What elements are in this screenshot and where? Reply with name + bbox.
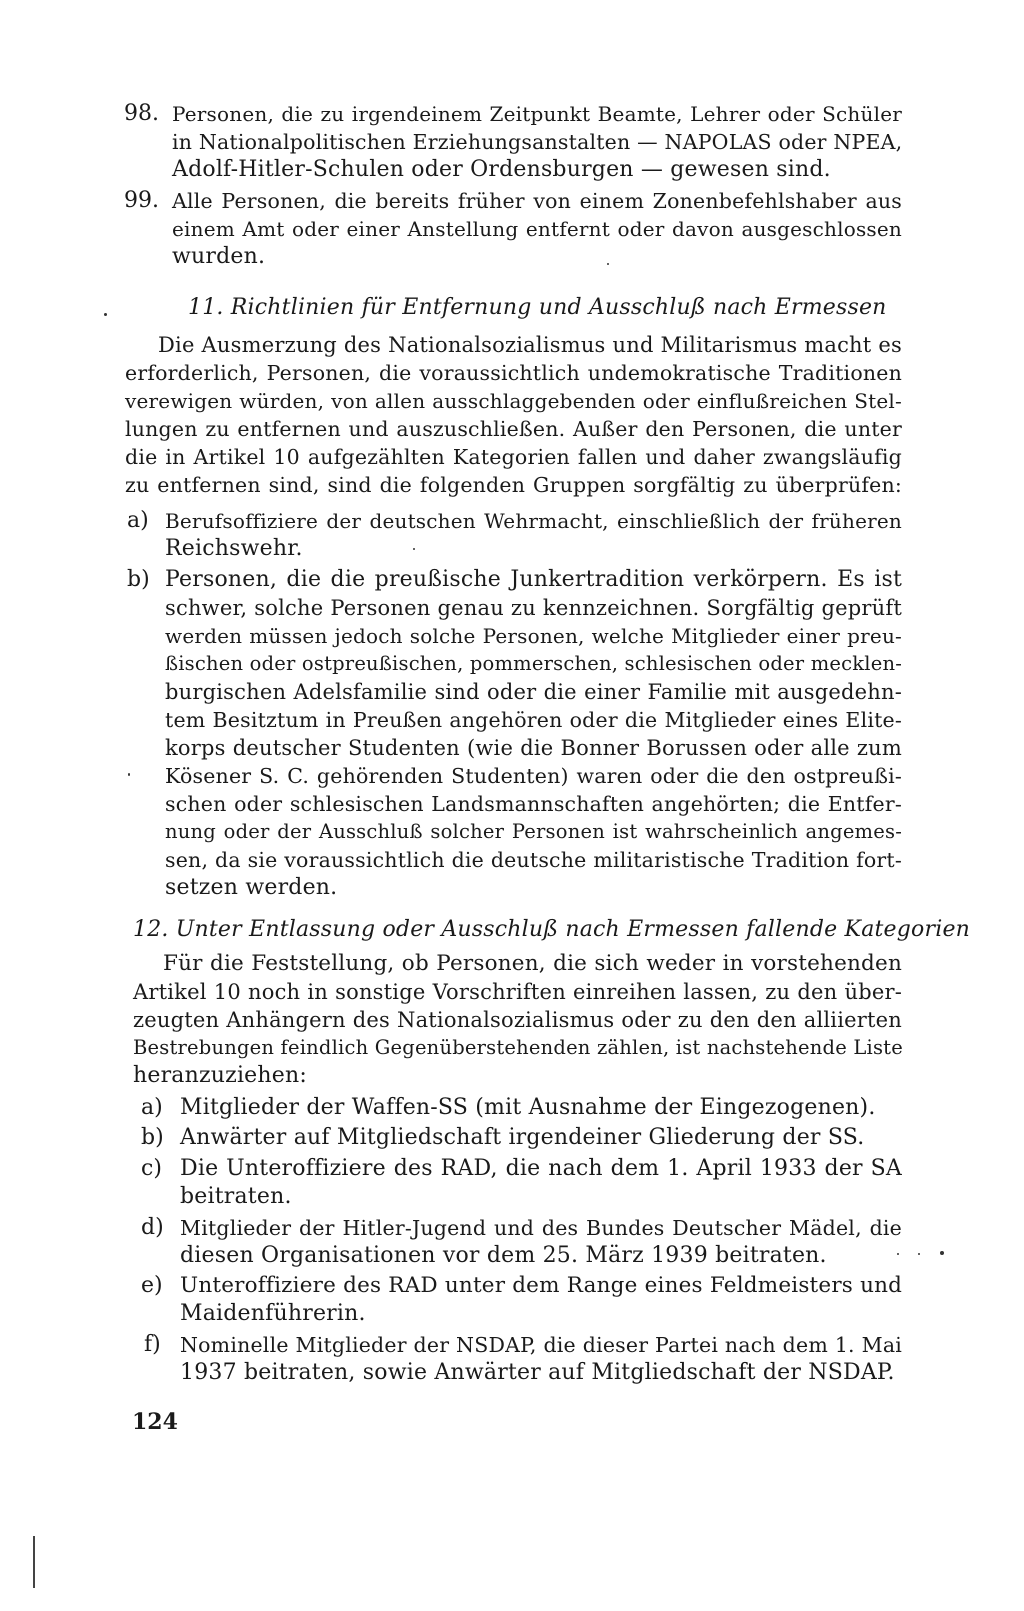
section-12-item-c-marker: c) [141,1156,162,1181]
section-11-item-b-line-5: burgischen Adelsfamilie sind oder die einer Familie mit ausgedehn- [165,680,902,704]
section-11-item-a-marker: a) [127,508,149,533]
section-11-item-b-line-2: schwer, solche Personen genau zu kennzeichnen. Sorgfältig geprüft [165,596,902,620]
item-98-line-1: Personen, die zu irgendeinem Zeitpunkt Beamte, Lehrer oder Schüler [172,102,902,126]
section-12-item-f-marker: f) [144,1332,161,1357]
section-11-item-a-line-1: Berufsoffiziere der deutschen Wehrmacht, einschließlich der früheren [165,509,902,533]
scan-speck [607,263,609,265]
section-11-item-b-line-6: tem Besitztum in Preußen angehören oder die Mitglieder eines Elite- [165,708,902,732]
section-11-intro-line-1: Die Ausmerzung des Nationalsozialismus und Militarismus macht es [158,333,902,357]
section-12-item-d-line-1: Mitglieder der Hitler-Jugend und des Bundes Deutscher Mädel, die [180,1216,902,1240]
section-12-intro-line-5: heranzuziehen: [133,1063,307,1088]
section-11-item-b-line-10: nung oder der Ausschluß solcher Personen ist wahrscheinlich angemes- [165,820,902,843]
item-98-marker: 98. [124,101,159,126]
section-11-item-b-line-4: ßischen oder ostpreußischen, pommerschen, schlesischen oder mecklen- [165,652,902,675]
section-12-item-a-line-1: Mitglieder der Waffen-SS (mit Ausnahme der Eingezogenen). [180,1095,876,1120]
section-11-intro-line-2: erforderlich, Personen, die voraussichtlich undemokratische Traditionen [125,361,902,385]
item-99-line-3: wurden. [172,244,266,269]
scan-edge-mark [33,1536,35,1588]
section-12-item-c-line-1: Die Unteroffiziere des RAD, die nach dem 1. April 1933 der SA [180,1156,902,1181]
section-11-item-b-line-9: schen oder schlesischen Landsmannschaften angehörten; die Entfer- [165,792,902,816]
item-99-line-2: einem Amt oder einer Anstellung entfernt oder davon ausgeschlossen [172,217,902,241]
section-12-item-e-line-2: Maidenführerin. [180,1301,366,1326]
scan-speck [897,1253,899,1255]
section-12-item-f-line-1: Nominelle Mitglieder der NSDAP, die dieser Partei nach dem 1. Mai [180,1333,902,1357]
section-12-item-d-line-2: diesen Organisationen vor dem 25. März 1939 beitraten. [180,1243,827,1268]
section-12-item-b-line-1: Anwärter auf Mitgliedschaft irgendeiner Gliederung der SS. [180,1125,865,1150]
scan-speck [104,313,107,316]
section-11-item-b-marker: b) [127,567,150,592]
section-12-item-f-line-2: 1937 beitraten, sowie Anwärter auf Mitgliedschaft der NSDAP. [180,1360,895,1385]
section-12-item-a-marker: a) [141,1095,163,1120]
scan-speck [128,773,130,776]
section-12-item-b-marker: b) [141,1125,164,1150]
section-11-item-b-line-1: Personen, die die preußische Junkertradition verkörpern. Es ist [165,567,902,592]
section-12-heading: 12. Unter Entlassung oder Ausschluß nach Ermessen fallende Kategorien [133,917,971,942]
scan-speck [918,1253,920,1255]
scan-speck [940,1251,944,1255]
section-11-intro-line-6: zu entfernen sind, sind die folgenden Gruppen sorgfältig zu überprüfen: [125,473,902,497]
section-12-intro-line-4: Bestrebungen feindlich Gegenüberstehenden zählen, ist nachstehende Liste [133,1036,903,1059]
section-11-item-b-line-3: werden müssen jedoch solche Personen, welche Mitglieder einer preu- [165,624,902,648]
section-11-intro-line-5: die in Artikel 10 aufgezählten Kategorien fallen und daher zwangsläufig [125,445,902,469]
section-11-heading: 11. Richtlinien für Entfernung und Ausschluß nach Ermessen [188,295,887,320]
section-11-item-a-line-2: Reichswehr. [165,536,303,561]
section-11-item-b-line-8: Kösener S. C. gehörenden Studenten) waren oder die den ostpreußi- [165,764,902,788]
section-11-item-b-line-12: setzen werden. [165,875,338,900]
section-12-item-e-line-1: Unteroffiziere des RAD unter dem Range eines Feldmeisters und [180,1273,903,1298]
section-11-intro-line-3: verewigen würden, von allen ausschlaggebenden oder einflußreichen Stel- [125,389,902,413]
section-11-intro-line-4: lungen zu entfernen und auszuschließen. Außer den Personen, die unter [125,417,902,441]
item-98-line-2: in Nationalpolitischen Erziehungsanstalten — NAPOLAS oder NPEA, [172,130,903,154]
section-12-item-d-marker: d) [141,1215,164,1240]
item-99-line-1: Alle Personen, die bereits früher von einem Zonenbefehlshaber aus [172,189,902,213]
scan-speck [413,548,415,550]
item-98-line-3: Adolf-Hitler-Schulen oder Ordensburgen — gewesen sind. [172,157,831,182]
section-12-item-e-marker: e) [141,1273,163,1298]
section-12-intro-line-3: zeugten Anhängern des Nationalsozialismus oder zu den den alliierten [133,1008,902,1032]
page-number: 124 [132,1409,178,1435]
section-11-item-b-line-11: sen, da sie voraussichtlich die deutsche militaristische Tradition fort- [165,848,902,872]
item-99-marker: 99. [124,188,159,213]
section-12-intro-line-1: Für die Feststellung, ob Personen, die sich weder in vorstehenden [163,951,902,976]
section-12-intro-line-2: Artikel 10 noch in sonstige Vorschriften einreihen lassen, zu den über- [133,980,902,1004]
section-12-item-c-line-2: beitraten. [180,1184,292,1209]
section-11-item-b-line-7: korps deutscher Studenten (wie die Bonner Borussen oder alle zum [165,736,902,760]
